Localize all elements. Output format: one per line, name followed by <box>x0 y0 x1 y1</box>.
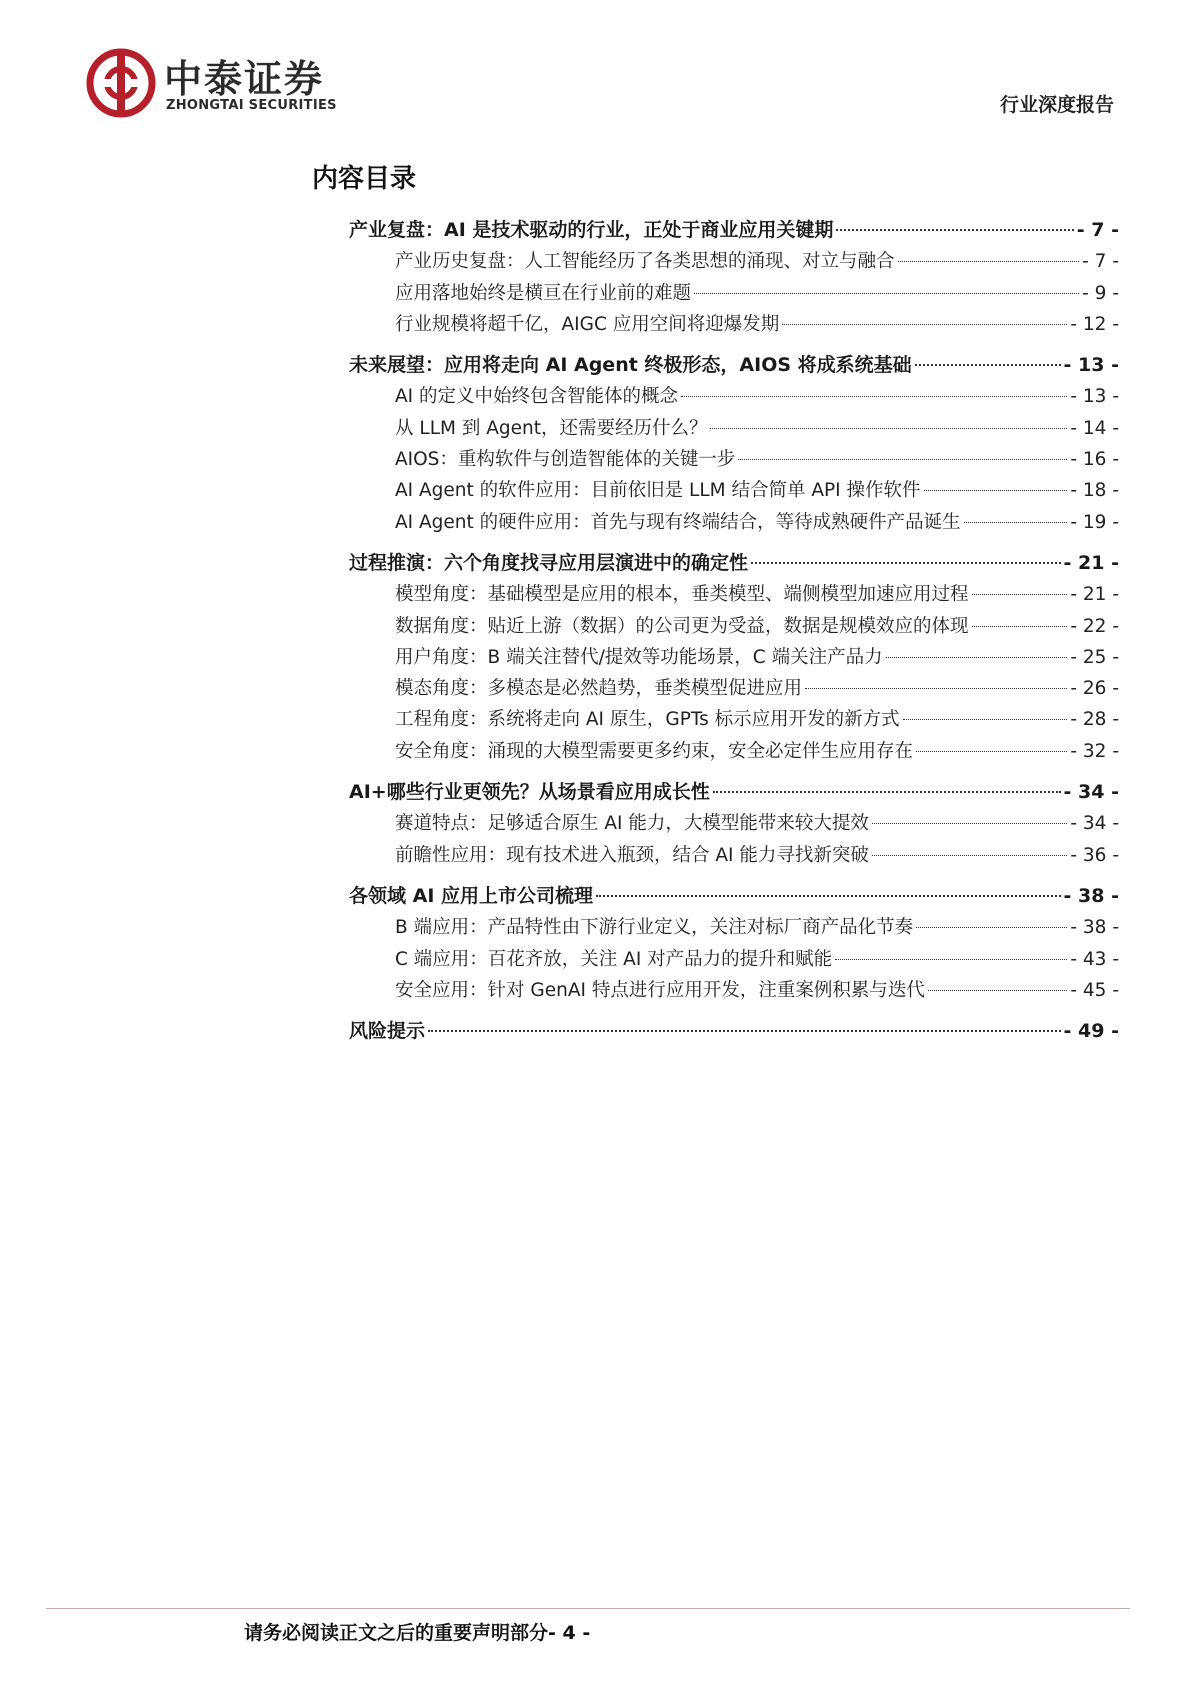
toc-subsection-entry[interactable] <box>349 840 1119 871</box>
toc-section-heading[interactable] <box>349 350 1119 381</box>
toc-entry-page: - 38 - <box>1070 917 1119 939</box>
dot-leader <box>886 657 1068 658</box>
toc-subsection-entry[interactable] <box>349 808 1119 839</box>
dot-leader <box>738 459 1067 460</box>
toc-entry-title: 产业复盘：AI 是技术驱动的行业，正处于商业应用关键期 <box>349 219 834 241</box>
dot-leader <box>681 396 1067 397</box>
toc-entry-title: AI Agent 的软件应用：目前依旧是 LLM 结合简单 API 操作软件 <box>395 480 921 502</box>
dot-leader <box>751 562 1061 564</box>
toc-entry-page: - 19 - <box>1070 511 1119 533</box>
footer-disclaimer: 请务必阅读正文之后的重要声明部分 <box>244 1622 549 1644</box>
toc-section-heading[interactable] <box>349 1016 1119 1047</box>
toc-subsection-entry[interactable] <box>349 642 1119 673</box>
toc-entry-title: 模态角度：多模态是必然趋势，垂类模型促进应用 <box>395 678 803 700</box>
dot-leader <box>836 229 1073 231</box>
dot-leader <box>835 959 1067 960</box>
dot-leader <box>928 990 1068 991</box>
toc-entry-page: - 25 - <box>1070 646 1119 668</box>
toc-section <box>349 777 1119 871</box>
toc-subsection-entry[interactable] <box>349 246 1119 277</box>
toc-entry-title: 工程角度：系统将走向 AI 原生，GPTs 标示应用开发的新方式 <box>395 709 900 731</box>
dot-leader <box>915 364 1061 366</box>
toc-subsection-entry[interactable] <box>349 704 1119 735</box>
toc-entry-page: - 12 - <box>1070 313 1119 335</box>
dot-leader <box>596 895 1061 897</box>
toc-entry-page: - 38 - <box>1063 884 1119 907</box>
toc-entry-title: AI Agent 的硬件应用：首先与现有终端结合，等待成熟硬件产品诞生 <box>395 511 961 533</box>
toc-entry-title: 各领域 AI 应用上市公司梳理 <box>349 884 594 907</box>
brand-name-en: ZHONGTAI SECURITIES <box>166 98 337 113</box>
toc-section-heading[interactable] <box>349 777 1119 808</box>
logo-emblem-icon <box>86 48 156 118</box>
toc-entry-page: - 13 - <box>1070 386 1119 408</box>
toc-subsection-entry[interactable] <box>349 309 1119 340</box>
toc-entry-title: 行业规模将超千亿，AIGC 应用空间将迎爆发期 <box>395 313 780 335</box>
toc-entry-title: C 端应用：百花齐放，关注 AI 对产品力的提升和赋能 <box>395 948 833 970</box>
toc-entry-page: - 13 - <box>1063 354 1119 377</box>
toc-subsection-entry[interactable] <box>349 673 1119 704</box>
toc-entry-title: 模型角度：基础模型是应用的根本，垂类模型、端侧模型加速应用过程 <box>395 584 969 606</box>
toc-subsection-entry[interactable] <box>349 278 1119 309</box>
toc-entry-title: 从 LLM 到 Agent，还需要经历什么？ <box>395 417 708 439</box>
toc-title: 内容目录 <box>312 164 417 194</box>
toc-entry-page: - 7 - <box>1076 219 1119 241</box>
toc-entry-title: 前瞻性应用：现有技术进入瓶颈，结合 AI 能力寻找新突破 <box>395 844 869 866</box>
dot-leader <box>924 490 1068 491</box>
dot-leader <box>916 927 1067 928</box>
toc-entry-page: - 16 - <box>1070 449 1119 471</box>
toc-subsection-entry[interactable] <box>349 507 1119 538</box>
toc-entry-title: AI 的定义中始终包含智能体的概念 <box>395 386 678 408</box>
toc-section <box>349 215 1119 340</box>
toc-entry-page: - 34 - <box>1070 813 1119 835</box>
toc-subsection-entry[interactable] <box>349 475 1119 506</box>
dot-leader <box>898 261 1080 262</box>
dot-leader <box>916 751 1067 752</box>
toc-entry-title: AI+哪些行业更领先？从场景看应用成长性 <box>349 781 710 804</box>
toc-entry-title: B 端应用：产品特性由下游行业定义，关注对标厂商产品化节奏 <box>395 917 914 939</box>
toc-entry-page: - 34 - <box>1063 781 1119 804</box>
toc-subsection-entry[interactable] <box>349 736 1119 767</box>
toc-entry-page: - 9 - <box>1082 282 1119 304</box>
toc-entry-title: AIOS：重构软件与创造智能体的关键一步 <box>395 449 736 471</box>
toc-subsection-entry[interactable] <box>349 579 1119 610</box>
report-type-label: 行业深度报告 <box>999 94 1114 116</box>
toc-subsection-entry[interactable] <box>349 912 1119 943</box>
toc-entry-page: - 22 - <box>1070 615 1119 637</box>
toc-section <box>349 1016 1119 1047</box>
company-logo <box>86 48 386 120</box>
toc-entry-title: 安全角度：涌现的大模型需要更多约束，安全必定伴生应用存在 <box>395 740 914 762</box>
toc-entry-title: 应用落地始终是横亘在行业前的难题 <box>395 282 692 304</box>
dot-leader <box>713 791 1061 793</box>
toc-entry-title: 未来展望：应用将走向 AI Agent 终极形态，AIOS 将成系统基础 <box>349 354 912 377</box>
toc-entry-page: - 45 - <box>1070 979 1119 1001</box>
toc-section <box>349 548 1119 767</box>
toc-entry-title: 安全应用：针对 GenAI 特点进行应用开发，注重案例积累与迭代 <box>395 979 925 1001</box>
dot-leader <box>694 293 1079 294</box>
footer-page-number: - 4 - <box>548 1622 591 1644</box>
toc-entry-page: - 14 - <box>1070 417 1119 439</box>
dot-leader <box>710 428 1067 429</box>
footer-divider <box>46 1608 1130 1609</box>
dot-leader <box>903 719 1068 720</box>
toc-entry-page: - 7 - <box>1082 251 1119 273</box>
dot-leader <box>782 324 1067 325</box>
dot-leader <box>805 688 1067 689</box>
dot-leader <box>964 522 1068 523</box>
toc-entry-page: - 21 - <box>1070 584 1119 606</box>
toc-section <box>349 350 1119 538</box>
toc-subsection-entry[interactable] <box>349 381 1119 412</box>
table-of-contents <box>349 215 1119 1057</box>
toc-entry-page: - 43 - <box>1070 948 1119 970</box>
dot-leader <box>972 626 1068 627</box>
dot-leader <box>428 1030 1061 1032</box>
toc-subsection-entry[interactable] <box>349 611 1119 642</box>
toc-entry-page: - 36 - <box>1070 844 1119 866</box>
brand-name-cn: 中泰证券 <box>164 57 325 101</box>
toc-subsection-entry[interactable] <box>349 975 1119 1006</box>
toc-entry-page: - 18 - <box>1070 480 1119 502</box>
toc-section-heading[interactable] <box>349 881 1119 912</box>
footer <box>244 1618 590 1645</box>
toc-entry-page: - 21 - <box>1063 551 1119 574</box>
toc-entry-title: 数据角度：贴近上游（数据）的公司更为受益，数据是规模效应的体现 <box>395 615 969 637</box>
toc-entry-page: - 32 - <box>1070 740 1119 762</box>
toc-section-heading[interactable] <box>349 215 1119 246</box>
toc-subsection-entry[interactable] <box>349 444 1119 475</box>
toc-entry-title: 产业历史复盘：人工智能经历了各类思想的涌现、对立与融合 <box>395 251 895 273</box>
toc-entry-title: 用户角度：B 端关注替代/提效等功能场景，C 端关注产品力 <box>395 646 883 668</box>
toc-subsection-entry[interactable] <box>349 944 1119 975</box>
dot-leader <box>872 823 1067 824</box>
toc-entry-page: - 49 - <box>1063 1020 1119 1043</box>
toc-subsection-entry[interactable] <box>349 413 1119 444</box>
toc-section <box>349 881 1119 1006</box>
toc-entry-title: 过程推演：六个角度找寻应用层演进中的确定性 <box>349 551 749 574</box>
dot-leader <box>872 855 1067 856</box>
toc-entry-title: 风险提示 <box>349 1020 426 1043</box>
toc-entry-page: - 26 - <box>1070 678 1119 700</box>
dot-leader <box>972 594 1068 595</box>
toc-section-heading[interactable] <box>349 548 1119 579</box>
toc-entry-page: - 28 - <box>1070 709 1119 731</box>
toc-entry-title: 赛道特点：足够适合原生 AI 能力，大模型能带来较大提效 <box>395 813 869 835</box>
